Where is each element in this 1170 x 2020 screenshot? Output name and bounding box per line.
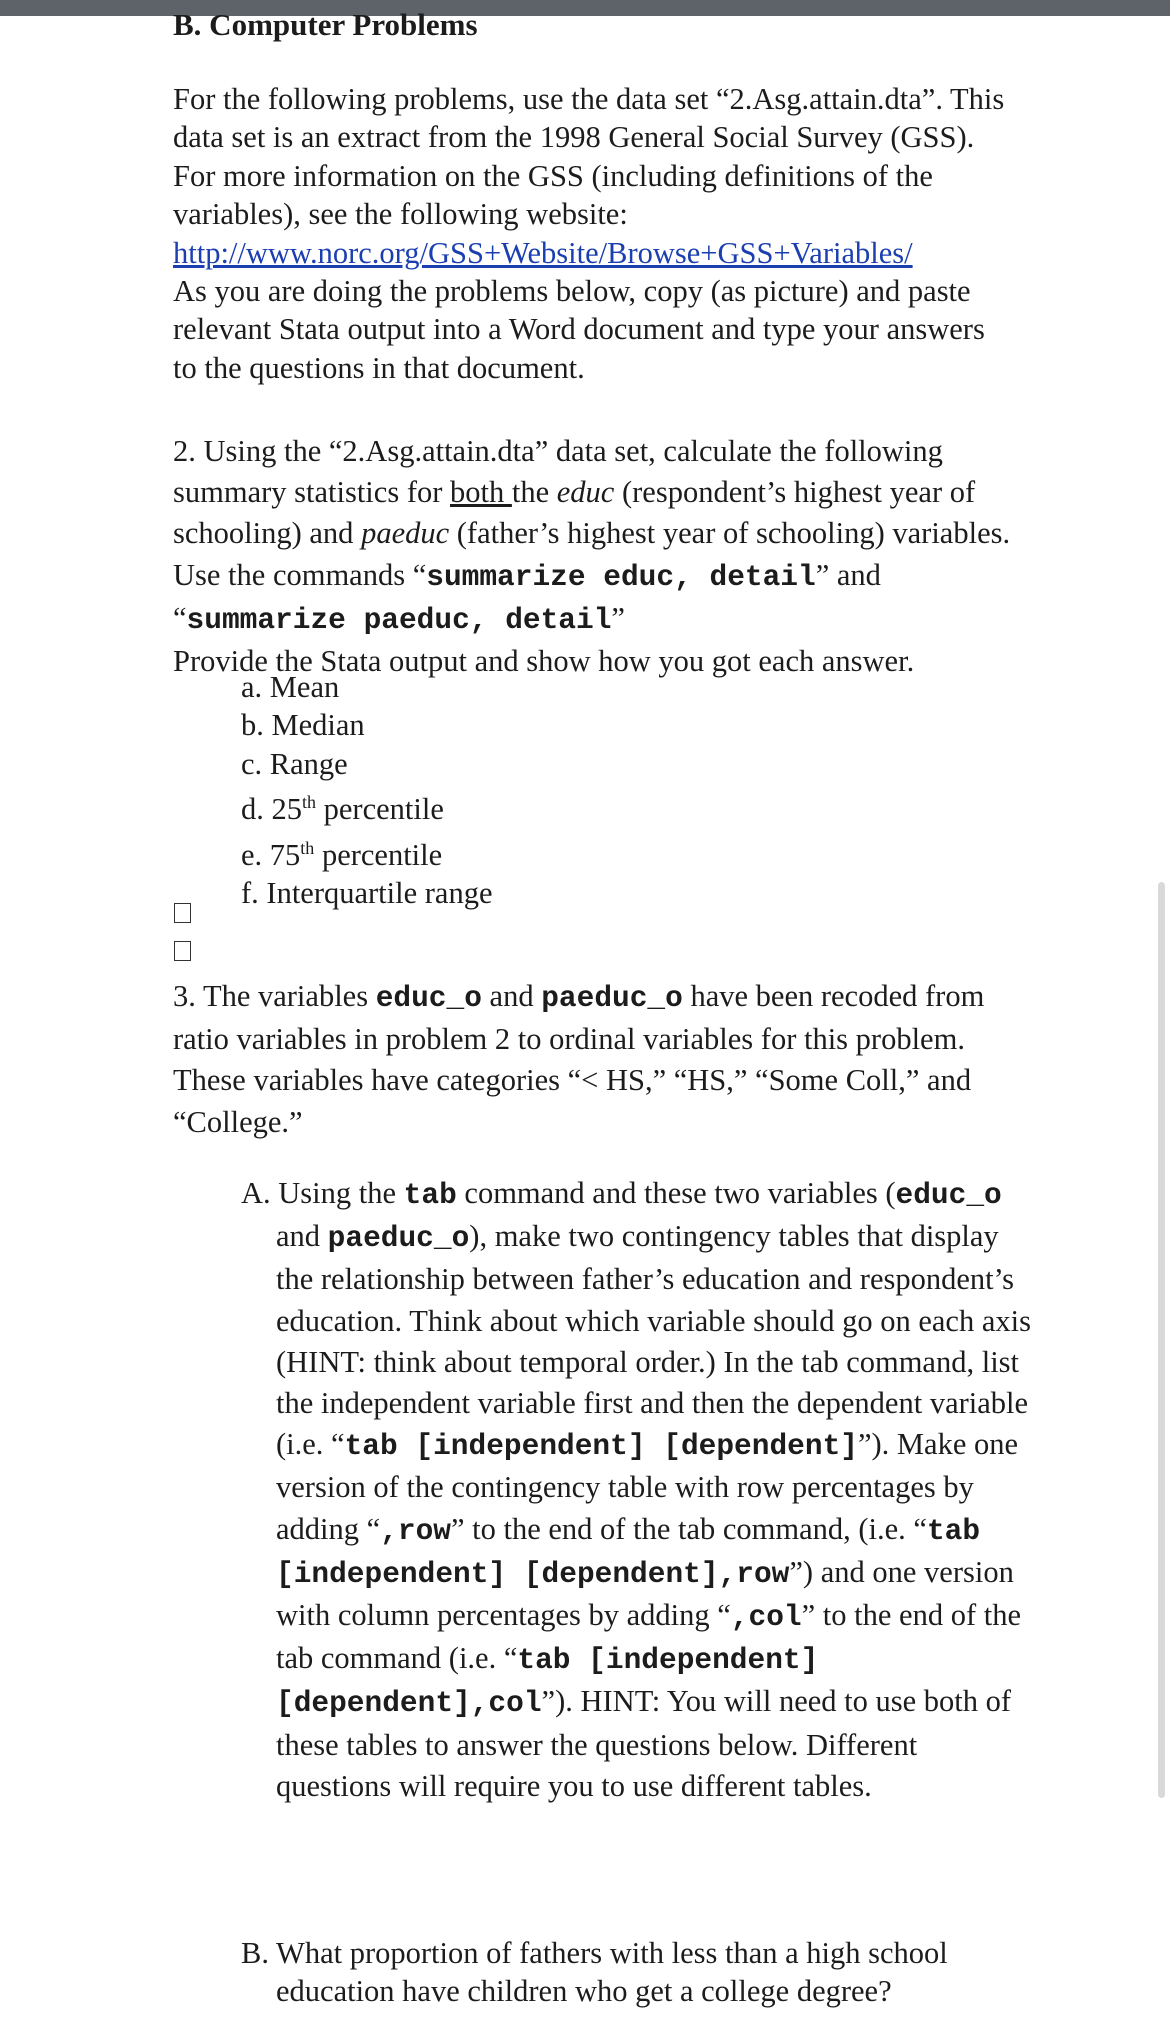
- command-tab-col: tab [independent] [dependent],col: [276, 1643, 819, 1721]
- statistics-list: [241, 668, 493, 913]
- option-row: ,row: [380, 1513, 451, 1548]
- var-educ: educ: [556, 475, 615, 510]
- problem2-text: ”: [611, 600, 625, 635]
- problem3-text: have been recoded from ratio variables in problem 2 to ordinal variables for this problem. These variables have categories “< HS,” “HS,” “Some Coll,” and “College.”: [173, 979, 985, 1139]
- problem3-text: and: [481, 979, 542, 1013]
- command-summarize-educ: summarize educ, detail: [426, 559, 816, 594]
- command-summarize-paeduc: summarize paeduc, detail: [186, 602, 612, 637]
- problem2-text: 2. Using the “2.Asg.attain.dta” data set, calculate the following summary statistics for: [173, 434, 943, 510]
- list-item: b. Median: [241, 708, 365, 743]
- list-item: a. Mean: [241, 670, 340, 704]
- intro-text: For the following problems, use the data set “2.Asg.attain.dta”. This data set is an extract from the 1998 General Social Survey (GSS). For more information on the GSS (including definitions of the variables), see the following website:: [173, 82, 1005, 232]
- command-tab-row: tab [independent] [dependent],row: [276, 1513, 981, 1591]
- scrollbar[interactable]: [1158, 882, 1165, 1798]
- list-item: e. 75th percentile: [241, 837, 443, 872]
- part-b: [241, 1934, 1031, 2011]
- option-col: ,col: [730, 1600, 802, 1635]
- part-a: A. Using the tab command and these two variables (educ_o and paeduc_o), make two contingency tables that display the relationship between father’s education and respondent’s education. Think about which variable should go on each axis (HINT: think about temporal order.) In the tab command, list the independent variable first and then the dependent variable (i.e. “tab [independent] [dependent]”). Make one version of the contingency table with row percentages by adding “,row” to the end of the tab command, (i.e. “tab [independent] [dependent],row”) and one version with column percentages by adding “,col” to the end of the tab command (i.e. “tab [independent] [dependent],col”). HINT: You will need to use both of these tables to answer the questions below. Different questions will require you to use different tables.: [241, 1176, 1031, 1803]
- var-educ-o: educ_o: [375, 981, 482, 1015]
- list-item: d. 25th percentile: [241, 792, 444, 827]
- command-tab: tab: [403, 1178, 457, 1212]
- part-b-question: B. What proportion of fathers with less than a high school education have children who get a college degree?: [241, 1936, 948, 2009]
- var-paeduc-o: paeduc_o: [327, 1221, 470, 1256]
- checkbox-group: [174, 903, 191, 979]
- section-heading: B. Computer Problems: [173, 7, 478, 42]
- command-tab-example: tab [independent] [dependent]: [344, 1429, 858, 1464]
- var-paeduc-o: paeduc_o: [541, 981, 683, 1015]
- problem2-text: the: [511, 475, 557, 510]
- problem3-text: 3. The variables: [173, 979, 376, 1013]
- list-item: f. Interquartile range: [241, 876, 493, 911]
- problem2-text: (father’s highest year of schooling) variables. Use the commands “: [173, 516, 1011, 592]
- checkbox[interactable]: [174, 903, 191, 923]
- problem-2: [173, 431, 1013, 682]
- intro-paragraph: [173, 80, 1013, 387]
- var-paeduc: paeduc: [361, 516, 450, 551]
- gss-website-link[interactable]: http://www.norc.org/GSS+Website/Browse+GSS+Variables/: [173, 235, 913, 270]
- var-educ-o: educ_o: [895, 1178, 1002, 1212]
- problem2-instruction: Provide the Stata output and show how you got each answer.: [173, 644, 915, 679]
- list-item: c. Range: [241, 746, 348, 781]
- problem2-text: (respondent’s highest year of schooling) and: [173, 475, 976, 551]
- problem-3: [173, 976, 1013, 1143]
- emphasis-both: both: [450, 475, 512, 510]
- checkbox[interactable]: [174, 941, 191, 961]
- intro-text-2: As you are doing the problems below, copy (as picture) and paste relevant Stata output into a Word document and type your answers to the questions in that document.: [173, 274, 985, 385]
- problem2-text: ” and “: [173, 557, 881, 635]
